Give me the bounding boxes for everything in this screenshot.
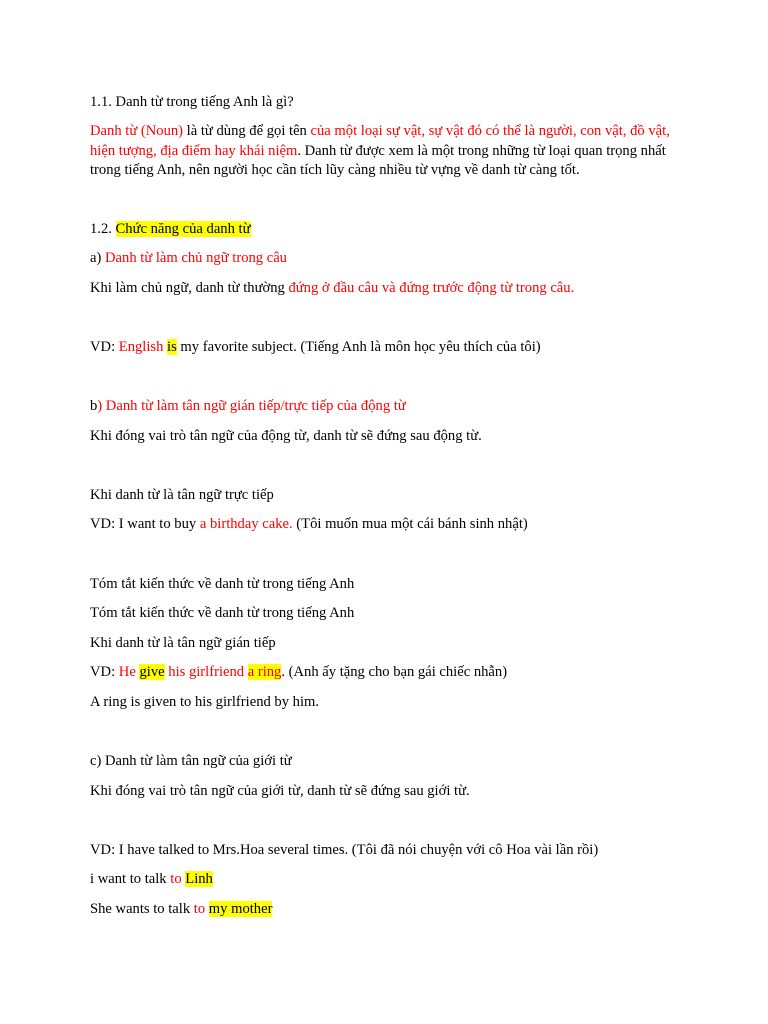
section-a-heading: Danh từ làm chủ ngữ trong câu [105,250,287,266]
section-c-desc [90,782,680,801]
section-b-desc-text: Khi đóng vai trò tân ngữ của động từ, danh từ sẽ đứng sau động từ. [90,428,482,444]
section-c-example-text: VD: I have talked to Mrs.Hoa several times. (Tôi đã nói chuyện với cô Hoa vài lần rồi) [90,842,599,858]
section-b-heading: ) Danh từ làm tân ngữ gián tiếp/trực tiếp của động từ [97,398,406,414]
section-c-example-2 [90,870,680,889]
heading-1-1 [90,93,680,112]
heading-text: 1.1. Danh từ trong tiếng Anh là gì? [90,94,294,110]
section-b-example-2 [90,663,680,682]
passive-sentence: A ring is given to his girlfriend by him. [90,694,320,710]
section-b-title [90,397,680,416]
definition-highlight: của một loại sự vật, sự vật đó có thể là người, con vật, đồ vật, hiện tượng, địa điểm hay khái niệm [90,123,670,159]
example-1-prefix: VD: I want to buy [90,516,200,532]
section-b-direct [90,486,680,505]
example-c2-object: Linh [185,871,213,887]
summary-text-1: Tóm tắt kiến thức về danh từ trong tiếng Anh [90,576,355,592]
section-b-indirect [90,634,680,653]
example-2-subject: He [118,664,136,680]
example-prefix: VD: [90,339,119,355]
summary-text-2: Tóm tắt kiến thức về danh từ trong tiếng Anh [90,605,355,621]
section-b-desc [90,427,680,446]
example-1-object: a birthday cake. [199,516,293,532]
section-a-desc-text: Khi làm chủ ngữ, danh từ thường [90,280,289,296]
section-b-passive [90,693,680,712]
summary-line-2 [90,604,680,623]
example-noun: English [118,339,164,355]
direct-object-label: Khi danh từ là tân ngữ trực tiếp [90,487,274,503]
section-a-example [90,338,680,357]
example-rest: my favorite subject. (Tiếng Anh là môn học yêu thích của tôi) [176,339,541,355]
example-c3-preposition: to [193,901,206,917]
section-b-example-1 [90,515,680,534]
definition-paragraph [90,122,675,181]
section-a-desc [90,279,680,298]
indirect-object-label: Khi danh từ là tân ngữ gián tiếp [90,635,276,651]
example-c2-text: i want to talk [90,871,171,887]
example-verb: is [167,339,177,355]
summary-line-1 [90,575,680,594]
section-c-example [90,841,680,860]
section-c-desc-text: Khi đóng vai trò tân ngữ của giới từ, danh từ sẽ đứng sau giới từ. [90,783,470,799]
section-c-heading: c) Danh từ làm tân ngữ của giới từ [90,753,292,769]
section-c-title [90,752,680,771]
heading-prefix: 1.2. [90,221,116,237]
definition-text-2: . Danh từ được xem là một trong những từ loại quan trọng nhất trong tiếng Anh, nên người học cần tích lũy càng nhiều từ vựng về danh từ càng tốt. [90,142,666,178]
section-a-desc-red: đứng ở đầu câu và đứng trước động từ trong câu. [288,280,575,296]
example-1-rest: (Tôi muốn mua một cái bánh sinh nhật) [292,516,528,532]
example-c3-text: She wants to talk [90,901,194,917]
definition-term: Danh từ (Noun) [90,123,184,139]
heading-1-2 [90,220,680,239]
example-2-direct: a ring [247,664,282,680]
example-2-indirect: his girlfriend [164,664,248,680]
section-c-example-3 [90,900,680,919]
section-a-prefix: a) [90,250,105,266]
example-2-verb: give [139,664,165,680]
section-a-title [90,249,680,268]
heading-title: Chức năng của danh từ [115,221,251,237]
example-2-rest: . (Anh ấy tặng cho bạn gái chiếc nhẫn) [281,664,508,680]
example-2-prefix: VD: [90,664,119,680]
section-b-prefix: b [90,398,98,414]
example-c3-object: my mother [208,901,273,917]
example-c2-preposition: to [170,871,182,887]
definition-text-1: là từ dùng để gọi tên [183,123,311,139]
